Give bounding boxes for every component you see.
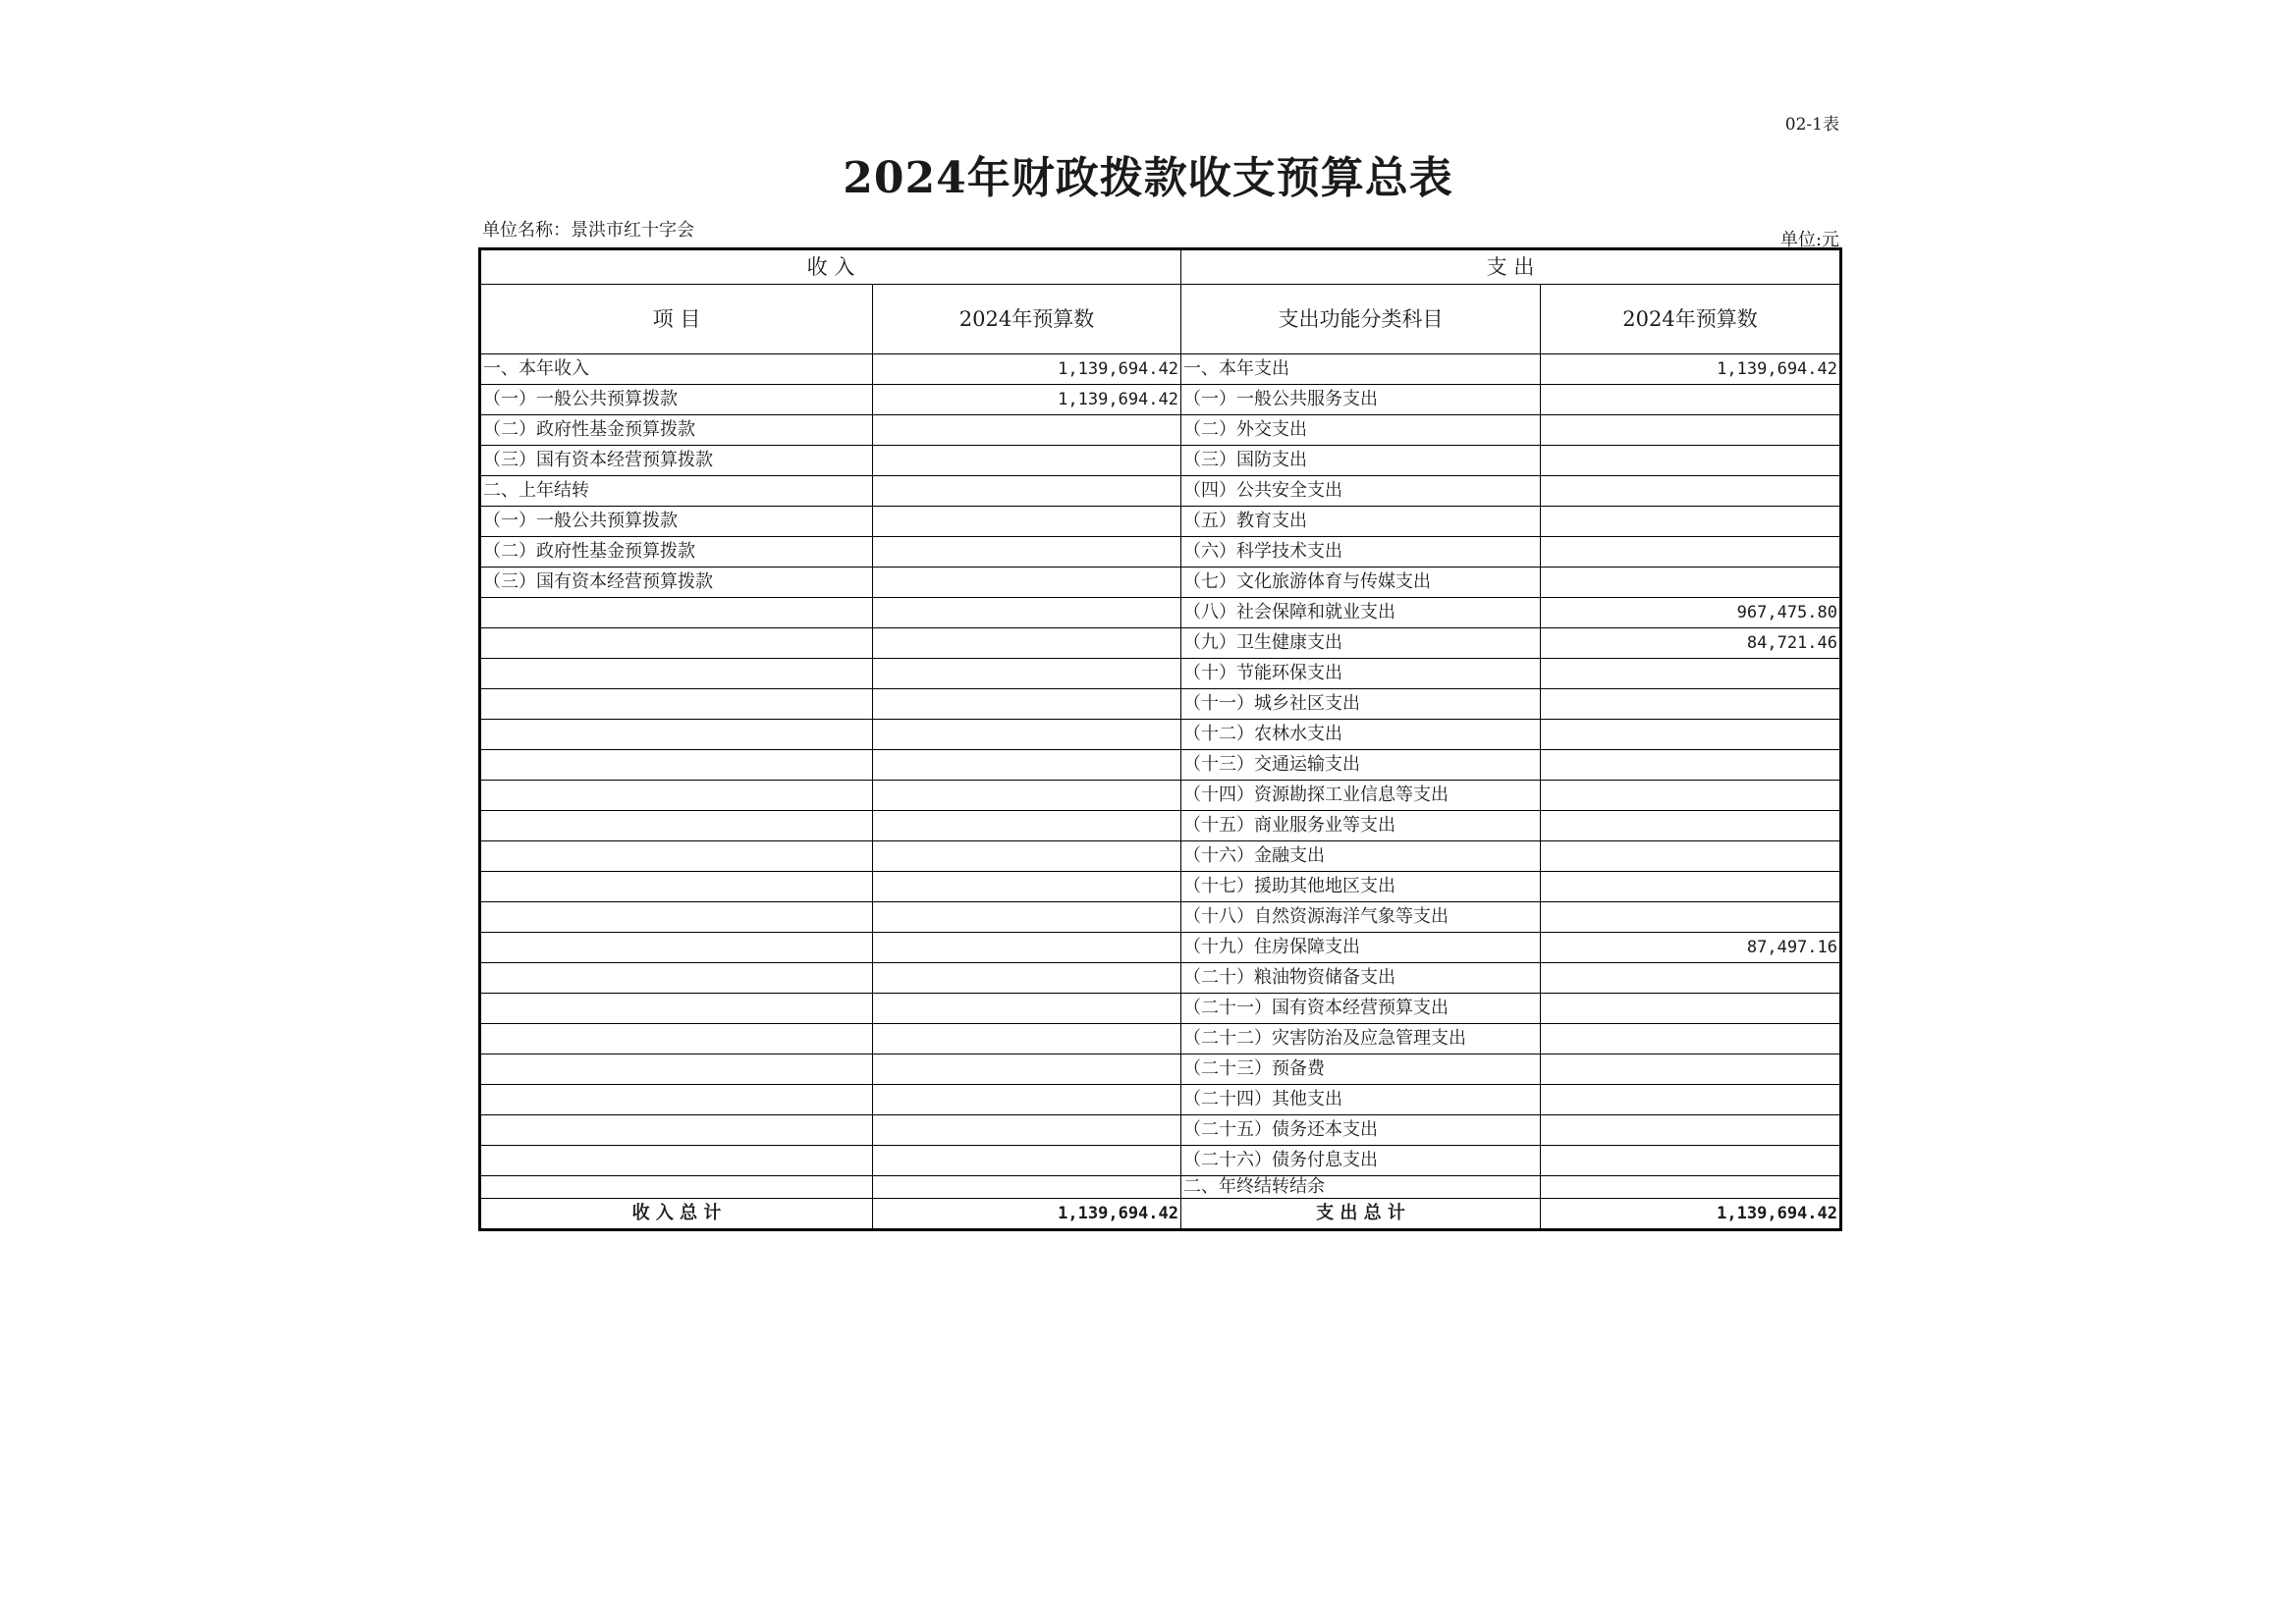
income-item-cell (480, 811, 873, 841)
expense-amount-cell (1541, 781, 1841, 811)
expense-amount-cell (1541, 720, 1841, 750)
expense-amount-cell (1541, 537, 1841, 568)
expense-amount-cell: 84,721.46 (1541, 628, 1841, 659)
income-amount-cell (873, 872, 1181, 902)
expense-item-cell: （十）节能环保支出 (1181, 659, 1541, 689)
table-row (480, 476, 1841, 507)
expense-section-header: 支 出 (1181, 249, 1841, 285)
table-row (480, 902, 1841, 933)
table-row (480, 1085, 1841, 1115)
income-item-cell: 二、上年结转 (480, 476, 873, 507)
income-amount-cell (873, 1024, 1181, 1055)
table-row (480, 446, 1841, 476)
income-section-header: 收 入 (480, 249, 1181, 285)
expense-item-cell: （十九）住房保障支出 (1181, 933, 1541, 963)
expense-item-cell: （二十一）国有资本经营预算支出 (1181, 994, 1541, 1024)
expense-item-cell: （十四）资源勘探工业信息等支出 (1181, 781, 1541, 811)
table-row (480, 415, 1841, 446)
income-item-cell (480, 902, 873, 933)
expense-item-cell: （二十二）灾害防治及应急管理支出 (1181, 1024, 1541, 1055)
expense-amount-cell (1541, 1085, 1841, 1115)
expense-item-cell: （二十四）其他支出 (1181, 1085, 1541, 1115)
income-amount-cell (873, 689, 1181, 720)
table-row (480, 811, 1841, 841)
income-amount-cell (873, 476, 1181, 507)
income-item-cell (480, 1115, 873, 1146)
section-header-row (480, 249, 1841, 285)
expense-item-cell: （二十六）债务付息支出 (1181, 1146, 1541, 1176)
expense-item-cell: （十五）商业服务业等支出 (1181, 811, 1541, 841)
income-item-cell (480, 1146, 873, 1176)
income-amount-cell (873, 994, 1181, 1024)
expense-total-label: 支 出 总 计 (1181, 1199, 1541, 1230)
expense-item-cell: （七）文化旅游体育与传媒支出 (1181, 568, 1541, 598)
table-row (480, 750, 1841, 781)
expense-amount-cell (1541, 446, 1841, 476)
income-item-cell (480, 1085, 873, 1115)
income-amount-cell: 1,139,694.42 (873, 354, 1181, 385)
expense-item-cell: （三）国防支出 (1181, 446, 1541, 476)
table-row (480, 598, 1841, 628)
expense-amount-cell (1541, 659, 1841, 689)
income-item-cell: （一）一般公共预算拨款 (480, 385, 873, 415)
expense-amount-cell: 967,475.80 (1541, 598, 1841, 628)
expense-amount-cell (1541, 872, 1841, 902)
income-item-cell (480, 933, 873, 963)
income-total-label: 收 入 总 计 (480, 1199, 873, 1230)
expense-amount-cell (1541, 507, 1841, 537)
table-row (480, 1115, 1841, 1146)
table-row (480, 1176, 1841, 1199)
table-row (480, 720, 1841, 750)
expense-item-cell: （二十）粮油物资储备支出 (1181, 963, 1541, 994)
expense-amount-cell (1541, 841, 1841, 872)
expense-total-amount: 1,139,694.42 (1541, 1199, 1841, 1230)
income-item-cell (480, 963, 873, 994)
expense-item-cell: （二十五）债务还本支出 (1181, 1115, 1541, 1146)
expense-item-cell: （一）一般公共服务支出 (1181, 385, 1541, 415)
income-amount-cell (873, 628, 1181, 659)
income-item-cell (480, 1055, 873, 1085)
table-row (480, 841, 1841, 872)
table-row (480, 1146, 1841, 1176)
income-item-cell (480, 598, 873, 628)
form-code: 02-1表 (1784, 115, 1839, 135)
income-item-cell: （三）国有资本经营预算拨款 (480, 568, 873, 598)
income-amount-cell (873, 415, 1181, 446)
income-amount-cell (873, 963, 1181, 994)
page-title: 2024年财政拨款收支预算总表 (843, 153, 1453, 203)
expense-amount-cell (1541, 568, 1841, 598)
income-amount-cell (873, 781, 1181, 811)
table-row (480, 385, 1841, 415)
expense-amount-cell (1541, 689, 1841, 720)
income-item-cell: （二）政府性基金预算拨款 (480, 537, 873, 568)
income-item-cell (480, 720, 873, 750)
income-amount-cell (873, 507, 1181, 537)
income-amount-cell (873, 598, 1181, 628)
expense-amount-cell (1541, 750, 1841, 781)
expense-item-cell: （十八）自然资源海洋气象等支出 (1181, 902, 1541, 933)
income-amount-cell (873, 720, 1181, 750)
expense-amount-cell (1541, 385, 1841, 415)
income-amount-cell (873, 933, 1181, 963)
table-row (480, 537, 1841, 568)
income-item-cell: （二）政府性基金预算拨款 (480, 415, 873, 446)
table-row (480, 507, 1841, 537)
table-row (480, 963, 1841, 994)
income-item-cell (480, 994, 873, 1024)
expense-item-cell: （十三）交通运输支出 (1181, 750, 1541, 781)
expense-item-cell: （十六）金融支出 (1181, 841, 1541, 872)
income-amount-cell (873, 750, 1181, 781)
income-amount-cell (873, 811, 1181, 841)
income-amount-cell (873, 1146, 1181, 1176)
income-item-cell: （一）一般公共预算拨款 (480, 507, 873, 537)
expense-amount-cell (1541, 1176, 1841, 1199)
column-header-row (480, 285, 1841, 354)
income-amount-cell (873, 537, 1181, 568)
expense-amount-cell (1541, 1146, 1841, 1176)
table-row (480, 659, 1841, 689)
expense-amount-cell: 87,497.16 (1541, 933, 1841, 963)
table-row (480, 933, 1841, 963)
income-item-cell (480, 628, 873, 659)
income-amount-cell (873, 1115, 1181, 1146)
income-item-cell (480, 1176, 873, 1199)
income-budget-header: 2024年预算数 (873, 285, 1181, 354)
expense-budget-header: 2024年预算数 (1541, 285, 1841, 354)
expense-amount-cell (1541, 415, 1841, 446)
expense-item-cell: （十二）农林水支出 (1181, 720, 1541, 750)
expense-amount-cell (1541, 902, 1841, 933)
income-item-cell (480, 659, 873, 689)
income-item-cell (480, 689, 873, 720)
income-amount-cell (873, 568, 1181, 598)
table-row (480, 872, 1841, 902)
table-row (480, 354, 1841, 385)
income-item-cell (480, 841, 873, 872)
unit-name: 单位名称：景洪市红十字会 (482, 220, 694, 241)
table-row (480, 781, 1841, 811)
income-amount-cell (873, 841, 1181, 872)
expense-item-cell: （四）公共安全支出 (1181, 476, 1541, 507)
expense-item-cell: （二）外交支出 (1181, 415, 1541, 446)
expense-amount-cell (1541, 994, 1841, 1024)
expense-item-cell: （六）科学技术支出 (1181, 537, 1541, 568)
expense-amount-cell (1541, 811, 1841, 841)
expense-amount-cell (1541, 963, 1841, 994)
expense-amount-cell (1541, 1115, 1841, 1146)
table-row (480, 628, 1841, 659)
expense-item-cell: 二、年终结转结余 (1181, 1176, 1541, 1199)
income-item-cell (480, 750, 873, 781)
expense-item-cell: （十七）援助其他地区支出 (1181, 872, 1541, 902)
income-total-amount: 1,139,694.42 (873, 1199, 1181, 1230)
expense-amount-cell: 1,139,694.42 (1541, 354, 1841, 385)
expense-item-cell: （九）卫生健康支出 (1181, 628, 1541, 659)
expense-amount-cell (1541, 476, 1841, 507)
currency-unit: 单位:元 (1779, 230, 1839, 250)
table-row (480, 1055, 1841, 1085)
income-amount-cell (873, 1085, 1181, 1115)
expense-item-cell: （八）社会保障和就业支出 (1181, 598, 1541, 628)
income-amount-cell (873, 446, 1181, 476)
budget-table (478, 247, 1842, 1231)
expense-item-cell: （十一）城乡社区支出 (1181, 689, 1541, 720)
income-item-cell: （三）国有资本经营预算拨款 (480, 446, 873, 476)
expense-item-cell: （二十三）预备费 (1181, 1055, 1541, 1085)
expense-item-cell: （五）教育支出 (1181, 507, 1541, 537)
totals-row (480, 1199, 1841, 1230)
expense-amount-cell (1541, 1024, 1841, 1055)
income-amount-cell: 1,139,694.42 (873, 385, 1181, 415)
expense-amount-cell (1541, 1055, 1841, 1085)
expense-item-header: 支出功能分类科目 (1181, 285, 1541, 354)
income-amount-cell (873, 1176, 1181, 1199)
table-row (480, 689, 1841, 720)
income-amount-cell (873, 1055, 1181, 1085)
income-item-cell (480, 1024, 873, 1055)
income-item-cell: 一、本年收入 (480, 354, 873, 385)
table-row (480, 994, 1841, 1024)
income-item-cell (480, 872, 873, 902)
income-amount-cell (873, 902, 1181, 933)
table-row (480, 1024, 1841, 1055)
table-row (480, 568, 1841, 598)
income-item-header: 项 目 (480, 285, 873, 354)
expense-item-cell: 一、本年支出 (1181, 354, 1541, 385)
income-item-cell (480, 781, 873, 811)
income-amount-cell (873, 659, 1181, 689)
